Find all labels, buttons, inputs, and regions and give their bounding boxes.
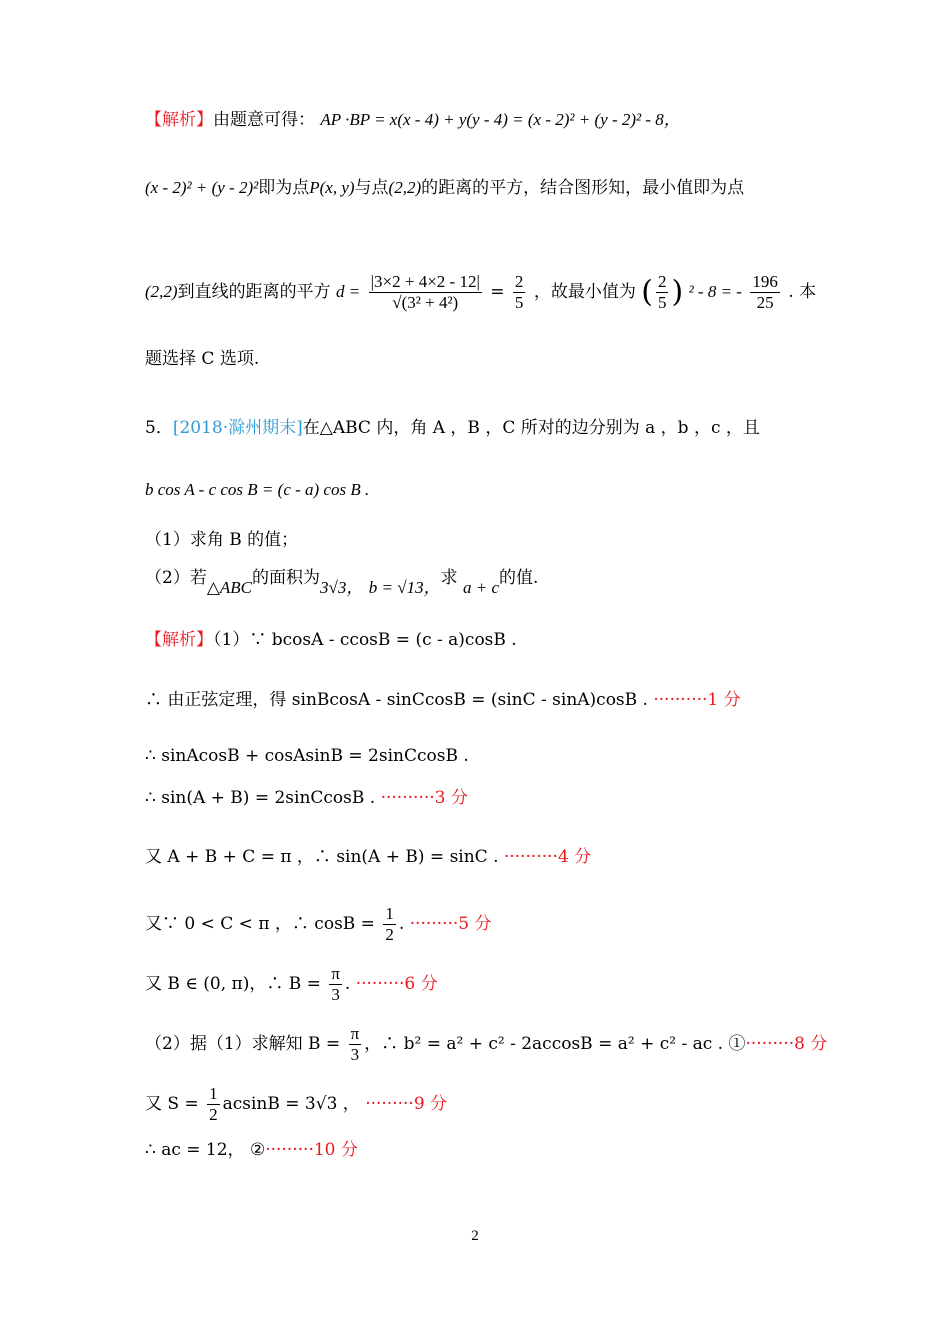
- score-marker: ·········10 分: [265, 1140, 358, 1160]
- solution-step-9: [145, 1082, 447, 1126]
- numerator: 196: [752, 272, 778, 291]
- circled-number: ①: [728, 1034, 746, 1054]
- formula: 3√3，: [320, 578, 364, 597]
- solution-step-7: [145, 962, 438, 1006]
- formula: b cos A - c cos B = (c - a) cos B .: [145, 480, 370, 499]
- formula: AP ·BP = x(x - 4) + y(y - 4) = (x - 2)² + (y - 2)² - 8，: [320, 110, 681, 129]
- score-marker: ·········6 分: [355, 974, 438, 994]
- score-marker: ··········4 分: [503, 847, 592, 867]
- numerator: 2: [514, 272, 524, 291]
- denominator: 5: [514, 293, 524, 312]
- distance-fraction: [369, 272, 482, 313]
- denominator: 3: [331, 985, 340, 1004]
- formula: (x - 2)² + (y - 2)²: [145, 178, 259, 197]
- text: ，故最小值为: [533, 282, 636, 302]
- numerator: 2: [657, 272, 667, 291]
- score-marker: ·········9 分: [365, 1094, 448, 1114]
- solution-line-3: (2,2)到直线的距离的平方 d = $\frac{|3\times 2 + 4\times 2 - 12|}{\text{√(3² + 4²)}}$ = $\frac{2}{5}$ ，故最小值为 ( $\frac{2}{5}$ ) ² - 8 = - $\frac{196}{25}$ . 本: [145, 272, 817, 312]
- numerator: π: [331, 964, 340, 983]
- text: 由题意可得：: [213, 110, 315, 130]
- formula: ∴ ac = 12，: [145, 1140, 245, 1160]
- denominator: 25: [756, 293, 774, 312]
- numerator: 1: [209, 1084, 218, 1103]
- question-5-condition: [145, 478, 369, 502]
- text: 到直线的距离的平方: [177, 282, 331, 302]
- formula: 又 A + B + C = π ，∴ sin(A + B) = sinC .: [145, 847, 499, 867]
- question-5-part-1: [145, 528, 298, 552]
- formula: △ABC: [206, 578, 253, 597]
- numerator: π: [350, 1024, 360, 1043]
- solution-step-6: [145, 902, 492, 946]
- fraction: [513, 272, 526, 313]
- formula: （2）据（1）求解知 B =: [145, 1034, 341, 1054]
- text: 的面积为: [252, 568, 321, 588]
- solution-step-5: [145, 845, 591, 869]
- denominator: 2: [385, 925, 394, 944]
- formula: P(x, y): [309, 178, 355, 197]
- formula: 又∵ 0 < C < π ，∴ cosB =: [145, 914, 375, 934]
- numerator: 1: [385, 904, 394, 923]
- fraction: [207, 1084, 220, 1125]
- formula: 又 S =: [145, 1094, 199, 1114]
- fraction: [329, 964, 342, 1005]
- question-text: 在△ABC 内，角 A ，B ，C 所对的边分别为 a ，b ，c ，且: [302, 418, 760, 438]
- fraction: [349, 1024, 362, 1065]
- text: 题选择 C 选项.: [145, 349, 260, 369]
- solution-step-4: [145, 786, 468, 810]
- solution-step-10: [145, 1138, 358, 1162]
- text: .: [398, 914, 405, 934]
- solution-step-8: [145, 1022, 827, 1066]
- text: 的值.: [499, 568, 539, 588]
- text: 与点: [354, 178, 389, 198]
- analysis-tag: 【解析】: [145, 630, 213, 650]
- formula: ∴ sin(A + B) = 2sinCcosB .: [145, 788, 376, 808]
- fraction: [750, 272, 780, 313]
- score-marker: ·········8 分: [745, 1034, 828, 1054]
- formula: ∴ 由正弦定理，得 sinBcosA - sinCcosB = (sinC - sinA)cosB .: [145, 690, 648, 710]
- formula: (2,2): [388, 178, 422, 197]
- denominator: 3: [350, 1045, 360, 1064]
- circled-number: ②: [249, 1140, 266, 1160]
- question-number: 5．: [145, 418, 173, 438]
- equals: =: [490, 282, 505, 302]
- text: （2）若: [145, 568, 207, 588]
- formula: （1）∵ bcosA - ccosB = (c - a)cosB .: [213, 630, 517, 650]
- page-number: 2: [471, 1228, 479, 1244]
- text: 求: [440, 568, 458, 588]
- text: . 本: [788, 282, 817, 302]
- formula: (2,2): [145, 282, 178, 301]
- citation-link[interactable]: [2018·滁州期末]: [172, 418, 303, 438]
- formula: ，∴ b² = a² + c² - 2accosB = a² + c² - ac .: [364, 1034, 724, 1054]
- solution-line-2: [145, 176, 744, 200]
- text: 的距离的平方，结合图形知，最小值即为点: [421, 178, 745, 198]
- text: .: [344, 974, 351, 994]
- formula: ² - 8 = -: [688, 282, 742, 301]
- score-marker: ··········1 分: [653, 690, 741, 710]
- score-marker: ··········3 分: [380, 788, 468, 808]
- denominator: 5: [657, 293, 667, 312]
- solution-step-2: [145, 688, 741, 712]
- formula: d =: [335, 282, 361, 301]
- score-marker: ·········5 分: [409, 914, 492, 934]
- numerator: |3×2 + 4×2 - 12|: [370, 272, 480, 291]
- text: （1）求角 B 的值；: [145, 530, 299, 550]
- formula: 又 B ∈ (0, π)，∴ B =: [145, 974, 321, 994]
- solution-step-1: [145, 628, 517, 652]
- question-5-part-2: [145, 566, 539, 597]
- denominator: √(3² + 4²): [392, 293, 459, 312]
- fraction: [656, 272, 669, 313]
- formula: ∴ sinAcosB + cosAsinB = 2sinCcosB .: [145, 746, 469, 766]
- analysis-tag: 【解析】: [145, 110, 213, 130]
- solution-line-4: [145, 347, 259, 371]
- formula: b = √13，: [368, 578, 441, 597]
- denominator: 2: [209, 1105, 218, 1124]
- text: 即为点: [258, 178, 310, 198]
- solution-step-3: [145, 744, 469, 768]
- formula: acsinB = 3√3 ，: [222, 1094, 360, 1114]
- fraction: [383, 904, 396, 945]
- question-5-header: [145, 416, 760, 440]
- solution-line-1: [145, 108, 681, 132]
- formula: a + c: [462, 578, 500, 597]
